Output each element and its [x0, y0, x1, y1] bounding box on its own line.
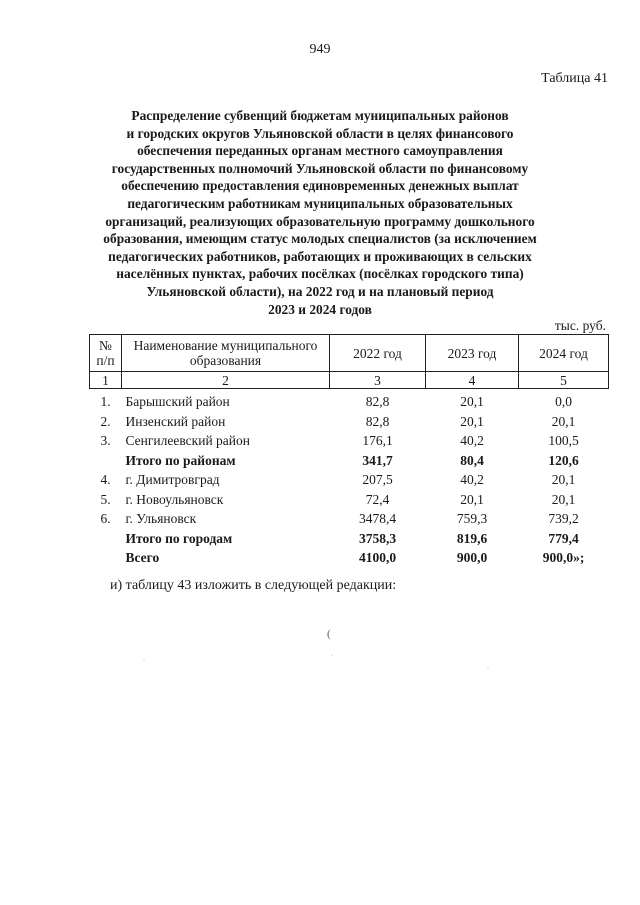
row-number: 5. — [100, 491, 111, 507]
value-2024: 900,0»; — [542, 550, 585, 565]
row-number: 4. — [100, 472, 111, 487]
table-row — [90, 490, 609, 510]
value-2022: 3478,4 — [358, 511, 397, 526]
table-total-row — [90, 451, 609, 471]
value-2024: 120,6 — [548, 452, 579, 468]
title-line: государственных полномочий Ульяновской области по финансовому — [111, 160, 529, 176]
value-2022: 72,4 — [365, 491, 390, 507]
table-row — [90, 470, 609, 490]
value-2024: 0,0 — [555, 394, 572, 409]
title-line: и городских округов Ульяновской области в целях финансового — [126, 125, 514, 141]
row-number: 1. — [100, 394, 111, 409]
value-2022: 4100,0 — [358, 550, 397, 565]
row-number: 3. — [100, 433, 111, 448]
column-number: 1 — [90, 372, 122, 389]
value-2023: 40,2 — [460, 433, 484, 448]
header-2023: 2023 год — [426, 335, 519, 372]
title-line: 2023 и 2024 годов — [268, 301, 372, 317]
row-name: г. Димитровград — [125, 472, 220, 487]
row-name: Сенгилеевский район — [125, 433, 250, 448]
value-2022: 341,7 — [362, 452, 393, 468]
value-2024: 20,1 — [551, 413, 576, 429]
table-total-row — [90, 529, 609, 549]
scan-speck: · — [487, 666, 489, 672]
value-2023: 20,1 — [460, 491, 484, 507]
header-num: № п/п — [90, 335, 122, 372]
scan-speck: · — [331, 653, 333, 659]
value-2024: 739,2 — [548, 511, 579, 526]
title-line: обеспечения переданных органам местного самоуправления — [137, 143, 503, 159]
value-2023: 759,3 — [456, 511, 488, 526]
row-number — [90, 529, 122, 549]
row-name: Инзенский район — [125, 413, 226, 429]
table-label: Таблица 41 — [541, 71, 608, 86]
title-line: населённых пунктах, рабочих посёлках (посёлках городского типа) — [116, 266, 524, 282]
title-line: организаций, реализующих образовательную программу дошкольного — [105, 213, 535, 229]
row-name: г. Новоульяновск — [125, 491, 224, 507]
title-line: образования, имеющим статус молодых специалистов (за исключением — [103, 231, 537, 247]
value-2023: 80,4 — [460, 452, 484, 468]
table-row — [90, 431, 609, 451]
value-2022: 3758,3 — [358, 530, 397, 546]
value-2023: 40,2 — [460, 472, 484, 487]
title-line: Ульяновской области), на 2022 год и на плановый период — [146, 283, 494, 299]
value-2022: 207,5 — [362, 472, 393, 487]
table-row — [90, 412, 609, 432]
row-number — [90, 548, 122, 568]
value-2024: 20,1 — [551, 472, 576, 487]
value-2022: 82,8 — [365, 413, 390, 429]
column-number: 4 — [426, 372, 519, 389]
page-number: 949 — [309, 42, 331, 57]
value-2024: 100,5 — [548, 433, 579, 448]
value-2023: 20,1 — [460, 394, 484, 409]
column-number: 3 — [330, 372, 426, 389]
row-name: Итого по районам — [125, 452, 236, 468]
column-number: 5 — [519, 372, 609, 389]
units-label: тыс. руб. — [554, 318, 606, 333]
value-2022: 176,1 — [362, 433, 393, 448]
value-2023: 819,6 — [456, 530, 488, 546]
table-title — [90, 107, 550, 318]
row-name: г. Ульяновск — [125, 511, 197, 526]
value-2023: 900,0 — [456, 550, 488, 565]
value-2024: 20,1 — [551, 491, 576, 507]
value-2024: 779,4 — [548, 530, 579, 546]
title-line: педагогических работников, работающих и проживающих в сельских — [108, 248, 532, 264]
row-name: Барышский район — [125, 394, 230, 409]
title-line: обеспечению предоставления единовременных денежных выплат — [121, 178, 519, 194]
title-line: педагогическим работникам муниципальных образовательных — [127, 195, 513, 211]
table-row — [90, 509, 609, 529]
row-number — [90, 451, 122, 471]
table-header-row — [90, 335, 609, 372]
row-number: 6. — [100, 511, 111, 526]
following-paragraph: и) таблицу 43 изложить в следующей редакции: — [110, 578, 397, 593]
value-2022: 82,8 — [365, 394, 390, 409]
row-name: Всего — [125, 550, 160, 565]
header-2022: 2022 год — [330, 335, 426, 372]
title-line: Распределение субвенций бюджетам муниципальных районов — [131, 108, 509, 123]
header-name: Наименование муниципального образования — [122, 335, 330, 372]
row-name: Итого по городам — [125, 530, 233, 546]
column-number: 2 — [122, 372, 330, 389]
subvention-table — [89, 334, 609, 568]
table-total-row — [90, 548, 609, 568]
scan-speck: ( — [327, 628, 331, 640]
table-row — [90, 389, 609, 412]
header-2024: 2024 год — [519, 335, 609, 372]
value-2023: 20,1 — [460, 413, 484, 429]
scan-speck: · — [143, 658, 145, 664]
column-number-row — [90, 372, 609, 389]
row-number: 2. — [100, 413, 111, 429]
